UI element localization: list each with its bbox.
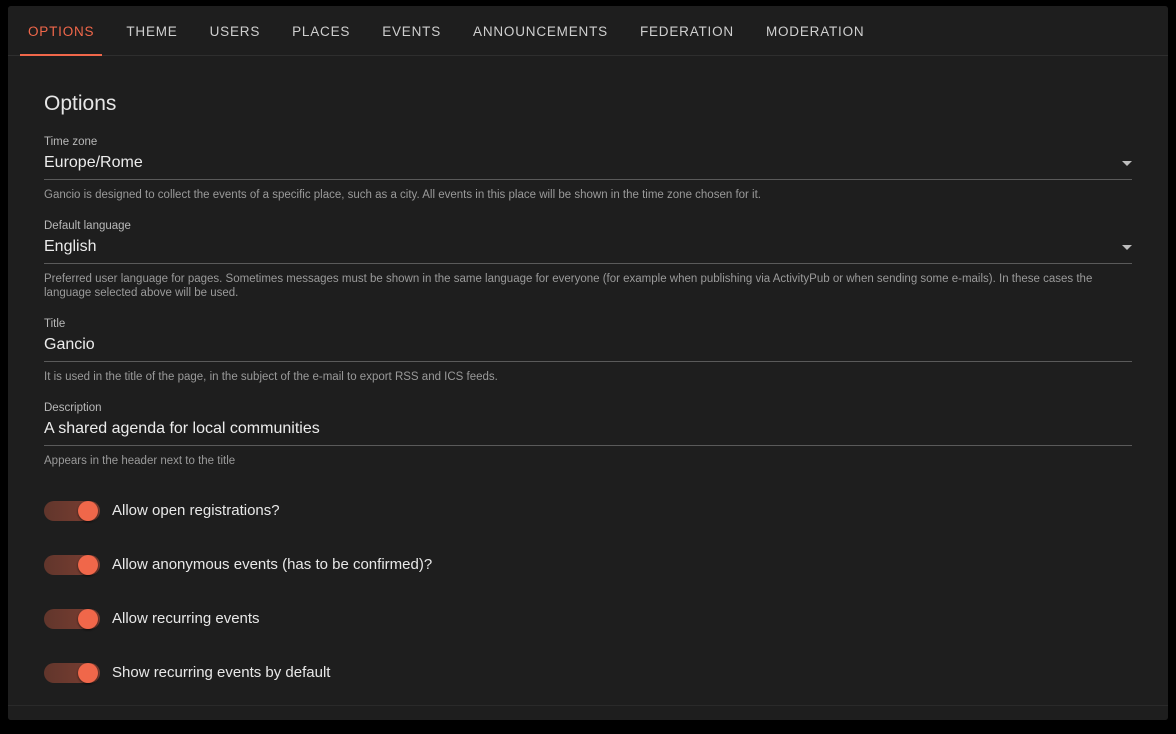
tab-users-label: USERS (209, 23, 261, 39)
timezone-select[interactable] (44, 152, 1132, 180)
admin-panel (8, 6, 1168, 720)
language-hint: Preferred user language for pages. Sometimes messages must be shown in the same language for everyone (for example when publishing via ActivityPub or when sending some e-mails). In these cases the language selected above will be used. (44, 273, 1093, 299)
options-panel (8, 56, 1168, 720)
description-label: Description (44, 402, 102, 414)
timezone-field (44, 134, 1132, 180)
admin-tab-bar (8, 6, 1168, 56)
title-label: Title (44, 318, 66, 330)
title-input-wrap[interactable] (44, 334, 1132, 362)
tab-announcements-label: ANNOUNCEMENTS (473, 23, 608, 39)
chevron-down-icon[interactable] (1122, 161, 1132, 166)
toggle-thumb (78, 501, 98, 521)
tab-announcements[interactable] (457, 6, 624, 56)
toggle-thumb (78, 555, 98, 575)
toggle-thumb (78, 609, 98, 629)
panel-footer (8, 705, 1168, 720)
tab-options-label: OPTIONS (28, 23, 95, 39)
timezone-label: Time zone (44, 136, 98, 148)
timezone-value: Europe/Rome (44, 154, 143, 171)
anonymous-events-label: Allow anonymous events (has to be confirmed)? (112, 556, 433, 573)
anonymous-events-row (44, 538, 1132, 592)
timezone-hint: Gancio is designed to collect the events of a specific place, such as a city. All events in this place will be shown in the time zone chosen for it. (44, 189, 761, 201)
description-field (44, 400, 1132, 446)
show-recurring-events-row (44, 646, 1132, 700)
tab-places[interactable] (276, 6, 366, 56)
chevron-down-icon[interactable] (1122, 245, 1132, 250)
tab-options[interactable] (12, 6, 110, 56)
language-field (44, 218, 1132, 264)
show-recurring-events-toggle[interactable] (44, 661, 100, 685)
show-recurring-events-label: Show recurring events by default (112, 664, 331, 681)
open-registrations-toggle[interactable] (44, 499, 100, 523)
description-input-wrap[interactable] (44, 418, 1132, 446)
tab-events-label: EVENTS (382, 23, 442, 39)
description-hint: Appears in the header next to the title (44, 455, 236, 467)
toggle-thumb (78, 663, 98, 683)
tab-federation-label: FEDERATION (639, 23, 734, 39)
description-input[interactable]: A shared agenda for local communities (44, 420, 320, 437)
tab-events[interactable] (366, 6, 457, 56)
tab-theme-label: THEME (126, 23, 178, 39)
page-title: Options (44, 92, 117, 115)
tab-theme[interactable] (110, 6, 193, 56)
title-field (44, 316, 1132, 362)
open-registrations-row (44, 484, 1132, 538)
recurring-events-label: Allow recurring events (112, 610, 260, 627)
tab-places-label: PLACES (292, 23, 351, 39)
recurring-events-toggle[interactable] (44, 607, 100, 631)
language-value: English (44, 238, 97, 255)
title-input[interactable]: Gancio (44, 336, 95, 353)
tab-federation[interactable] (624, 6, 750, 56)
title-hint: It is used in the title of the page, in the subject of the e-mail to export RSS and ICS feeds. (44, 371, 498, 383)
tab-users[interactable] (194, 6, 277, 56)
anonymous-events-toggle[interactable] (44, 553, 100, 577)
tab-moderation-label: MODERATION (765, 23, 865, 39)
language-select[interactable] (44, 236, 1132, 264)
language-label: Default language (44, 220, 131, 232)
open-registrations-label: Allow open registrations? (112, 502, 280, 519)
recurring-events-row (44, 592, 1132, 646)
tab-moderation[interactable] (750, 6, 881, 56)
